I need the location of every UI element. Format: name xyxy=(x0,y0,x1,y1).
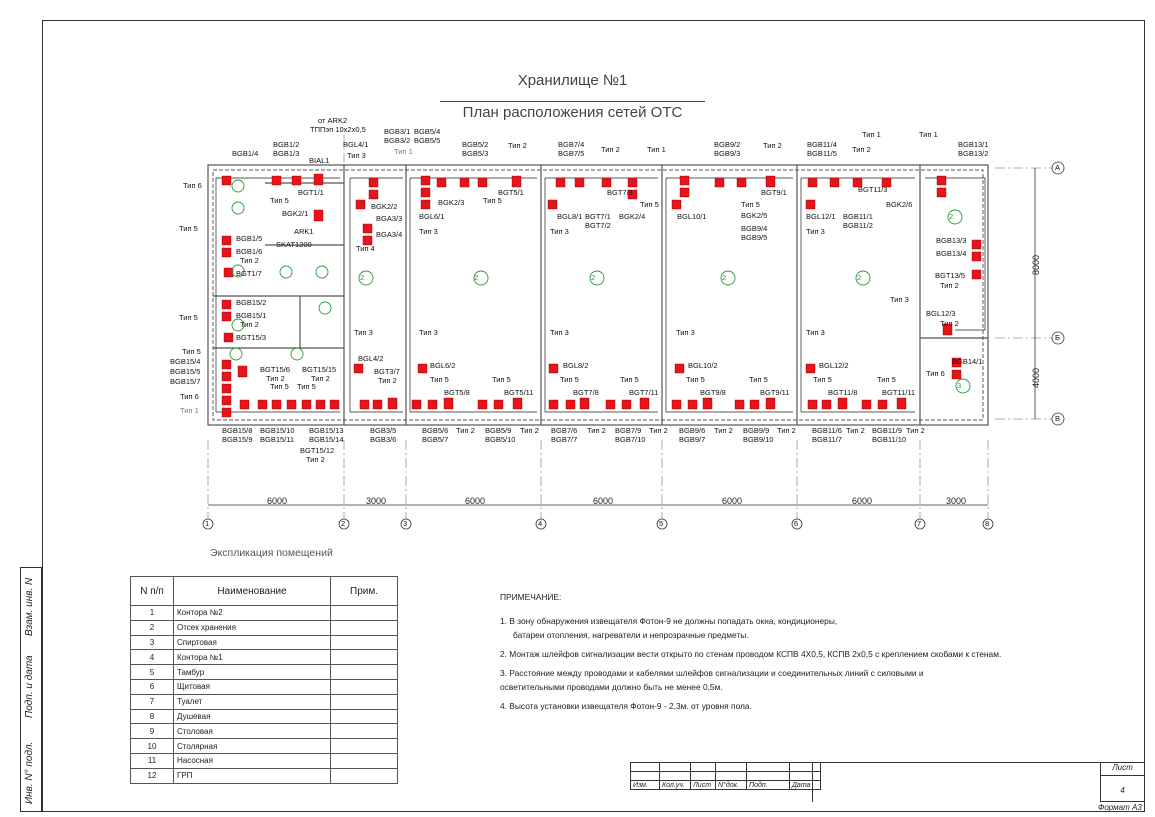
note-3a: 3. Расстояние между проводами и кабелями шлейфов сигнализации и соединительных линий с силовыми и xyxy=(500,668,924,678)
note-2: 2. Монтаж шлейфов сигнализации вести открыто по стенам проводом КСПВ 4Х0,5, КСПВ 2х0,5 с креплением скобами к стенам. xyxy=(500,649,1002,659)
device-label: BGB15/5 xyxy=(170,367,201,376)
device-label: BGB3/5 xyxy=(370,426,397,435)
stamp-col: Кол.уч. xyxy=(660,781,691,790)
type-label: Тип 5 xyxy=(560,375,579,384)
type-label: Тип 5 xyxy=(430,375,449,384)
axis-number: 2 xyxy=(341,519,346,528)
device-label: BGB9/3 xyxy=(714,149,741,158)
axis-number: 7 xyxy=(917,519,922,528)
type-label: Тип 6 xyxy=(180,392,199,401)
stamp-col: Подп. xyxy=(747,781,790,790)
table-row: 9 Столовая xyxy=(131,724,398,739)
device-label: BGB1/5 xyxy=(236,234,263,243)
device-label: ARK1 xyxy=(294,227,314,236)
device-label: BGL6/1 xyxy=(419,212,445,221)
type-label: Тип 2 xyxy=(763,141,782,150)
type-label: Тип 3 xyxy=(550,227,569,236)
device-label: BGT1/7 xyxy=(236,269,262,278)
device-label: BGB13/3 xyxy=(936,236,967,245)
type-label: Тип 2 xyxy=(266,374,285,383)
device-label: BIAL1 xyxy=(309,156,330,165)
device-label: BGB5/6 xyxy=(422,426,449,435)
table-row: 5 Тамбур xyxy=(131,665,398,680)
sheet-number: 4 xyxy=(1120,786,1125,795)
device-label: BGT9/1 xyxy=(761,188,787,197)
format-label: Формат А3 xyxy=(1098,803,1142,812)
dimension-label: 3000 xyxy=(366,496,387,506)
device-label: BGB5/2 xyxy=(462,140,489,149)
device-label: BGT11/11 xyxy=(882,388,916,397)
device-label: BGB11/9 xyxy=(872,426,902,435)
side-label-replace: Взам. инв. N xyxy=(24,577,35,636)
type-label: Тип 3 xyxy=(806,328,825,337)
device-label: BGT9/8 xyxy=(700,388,726,397)
axis-number: 6 xyxy=(794,519,799,528)
type-label: Тип 5 xyxy=(492,375,511,384)
type-label: Тип 3 xyxy=(550,328,569,337)
type-label: Тип 2 xyxy=(714,426,733,435)
type-label: Тип 2 xyxy=(777,426,796,435)
axis-number: 8 xyxy=(985,519,990,528)
device-label: BGB11/1 xyxy=(843,212,873,221)
type-label: Тип 2 xyxy=(520,426,539,435)
cable-note-1: от ARK2 xyxy=(318,116,348,125)
cable-note-2: ТППэп 10х2х0,5 xyxy=(310,125,366,134)
device-label: BGB9/4 xyxy=(741,224,768,233)
device-label: BGB1/6 xyxy=(236,247,263,256)
type-label: Тип 2 xyxy=(456,426,475,435)
device-label: BGB15/8 xyxy=(222,426,253,435)
axis-number: 3 xyxy=(403,519,408,528)
type-label: Тип 2 xyxy=(378,376,397,385)
device-label: BGB7/7 xyxy=(551,435,578,444)
title-block xyxy=(630,762,821,790)
table-row: 4 Контора №1 xyxy=(131,650,398,665)
table-row: 3 Спиртовая xyxy=(131,635,398,650)
device-label: BGT15/6 xyxy=(260,365,291,374)
device-label: BGB5/9 xyxy=(485,426,512,435)
device-label: BGB15/1 xyxy=(236,311,267,320)
device-label: BGB1/2 xyxy=(273,140,300,149)
type-label: Тип 3 xyxy=(806,227,825,236)
device-label: BGB7/4 xyxy=(558,140,585,149)
device-label: BGL6/2 xyxy=(430,361,456,370)
type-label: Тип 5 xyxy=(483,196,502,205)
device-label: BGT7/3 xyxy=(607,188,633,197)
type-label: Тип 1 xyxy=(394,147,413,156)
room-number: 2 xyxy=(857,273,862,282)
type-label: Тип 2 xyxy=(587,426,606,435)
device-label: BGT5/1 xyxy=(498,188,524,197)
device-label: BGB15/14 xyxy=(309,435,344,444)
dimension-label: 4000 xyxy=(1031,367,1042,389)
device-label: BGB11/4 xyxy=(807,140,837,149)
type-label: Тип 5 xyxy=(270,382,289,391)
type-label: Тип 5 xyxy=(182,347,201,356)
type-label: Тип 3 xyxy=(354,328,373,337)
note-1a: 1. В зону обнаружения извещателя Фотон-9 не должны попадать окна, кондиционеры, xyxy=(500,616,838,626)
note-3b: осветительными проводами должно быть не менее 0,5м. xyxy=(500,682,723,692)
type-label: Тип 1 xyxy=(919,130,938,139)
stamp-col: Дата xyxy=(790,781,821,790)
type-label: Тип 5 xyxy=(179,313,198,322)
device-label: BGB9/6 xyxy=(679,426,706,435)
device-label: SKAT1200 xyxy=(276,240,312,249)
device-label: BGB9/10 xyxy=(743,435,774,444)
notes xyxy=(500,590,1120,713)
type-label: Тип 5 xyxy=(620,375,639,384)
device-label: BGL12/1 xyxy=(806,212,836,221)
device-label: BGK2/4 xyxy=(619,212,646,221)
axis-number: 5 xyxy=(659,519,664,528)
device-label: BGB14/1 xyxy=(952,357,983,366)
device-label: BGB9/5 xyxy=(741,233,768,242)
type-label: Тип 1 xyxy=(862,130,881,139)
sheet-box xyxy=(1100,762,1145,802)
drawing-subtitle: План расположения сетей ОТС xyxy=(440,101,705,121)
dimension-label: 6000 xyxy=(852,496,873,506)
device-label: BGK2/6 xyxy=(886,200,913,209)
type-label: Тип 3 xyxy=(347,151,366,160)
device-label: BGB3/1 xyxy=(384,127,411,136)
table-row: 2 Отсек хранения xyxy=(131,620,398,635)
device-label: BGT5/8 xyxy=(444,388,470,397)
device-label: BGL8/1 xyxy=(557,212,583,221)
device-label: BGB15/2 xyxy=(236,298,267,307)
device-label: BGT15/15 xyxy=(302,365,337,374)
type-label: Тип 2 xyxy=(306,455,325,464)
type-label: Тип 5 xyxy=(749,375,768,384)
device-label: BGT7/11 xyxy=(629,388,659,397)
device-label: BGB15/7 xyxy=(170,377,201,386)
device-label: BGB13/2 xyxy=(958,149,989,158)
table-row: 11 Насосная xyxy=(131,753,398,768)
device-label: BGT1/1 xyxy=(298,188,324,197)
device-label: BGK2/2 xyxy=(371,202,398,211)
device-label: BGB13/1 xyxy=(958,140,989,149)
side-label-inventory: Инв. N° подл. xyxy=(24,741,35,804)
device-label: BGB11/7 xyxy=(812,435,842,444)
device-label: BGB9/7 xyxy=(679,435,706,444)
device-label: BGB3/6 xyxy=(370,435,397,444)
type-label: Тип 1 xyxy=(647,145,666,154)
device-label: BGB5/3 xyxy=(462,149,489,158)
type-label: Тип 2 xyxy=(240,320,259,329)
device-label: BGL4/1 xyxy=(343,140,369,149)
device-label: BGK2/1 xyxy=(282,209,309,218)
device-label: BGK2/3 xyxy=(438,198,465,207)
axis-letter: В xyxy=(1055,414,1061,423)
device-label: BGT11/8 xyxy=(828,388,858,397)
dimension-label: 8000 xyxy=(1031,254,1042,276)
room-number: 2 xyxy=(949,212,954,221)
type-label: Тип 2 xyxy=(852,145,871,154)
device-label: BGA3/4 xyxy=(376,230,403,239)
type-label: Тип 2 xyxy=(508,141,527,150)
type-label: Тип 5 xyxy=(179,224,198,233)
device-label: BGT3/7 xyxy=(374,367,400,376)
device-label: BGB9/9 xyxy=(743,426,770,435)
device-label: BGL4/2 xyxy=(358,354,384,363)
type-label: Тип 2 xyxy=(940,319,959,328)
dimension-label: 6000 xyxy=(593,496,614,506)
table-row: 10 Столярная xyxy=(131,739,398,754)
dimension-label: 6000 xyxy=(267,496,288,506)
table-row: 7 Туалет xyxy=(131,694,398,709)
table-row: 6 Щитовая xyxy=(131,679,398,694)
dimension-label: 6000 xyxy=(722,496,743,506)
dimension-label: 3000 xyxy=(946,496,967,506)
type-label: Тип 2 xyxy=(311,374,330,383)
type-label: Тип 2 xyxy=(240,256,259,265)
dimension-label: 6000 xyxy=(465,496,486,506)
device-label: BGB15/11 xyxy=(260,435,295,444)
table-row: 12 ГРП xyxy=(131,768,398,783)
note-1b: батареи отопления, нагреватели и непрозрачные предметы. xyxy=(513,630,749,640)
device-label: BGT9/11 xyxy=(760,388,790,397)
device-label: BGB11/6 xyxy=(812,426,842,435)
type-label: Тип 5 xyxy=(741,200,760,209)
table-row: 1 Контора №2 xyxy=(131,606,398,621)
device-label: BGB11/5 xyxy=(807,149,837,158)
device-label: BGB7/5 xyxy=(558,149,585,158)
device-label: BGT15/12 xyxy=(300,446,335,455)
explication-table xyxy=(130,576,398,784)
note-4: 4. Высота установки извещателя Фотон-9 - 2,3м. от уровня пола. xyxy=(500,701,752,711)
notes-heading: ПРИМЕЧАНИЕ: xyxy=(500,592,562,602)
device-label: BGB7/10 xyxy=(615,435,646,444)
device-label: BGB7/6 xyxy=(551,426,578,435)
device-label: BGB15/10 xyxy=(260,426,295,435)
device-label: BGB3/2 xyxy=(384,136,411,145)
device-label: BGL8/2 xyxy=(563,361,589,370)
side-label-sign: Подп. и дата xyxy=(24,655,35,718)
device-label: BGT7/1 xyxy=(585,212,611,221)
room-number: 2 xyxy=(722,273,727,282)
device-label: BGT7/2 xyxy=(585,221,611,230)
axis-number: 4 xyxy=(538,519,543,528)
type-label: Тип 5 xyxy=(686,375,705,384)
type-label: Тип 2 xyxy=(906,426,925,435)
table-header: N п/п xyxy=(131,577,174,606)
type-label: Тип 4 xyxy=(356,244,375,253)
table-row: 8 Душевая xyxy=(131,709,398,724)
type-label: Тип 5 xyxy=(813,375,832,384)
axis-letter: А xyxy=(1055,163,1061,172)
axis-letter: Б xyxy=(1055,333,1060,342)
type-label: Тип 6 xyxy=(183,181,202,190)
type-label: Тип 2 xyxy=(940,281,959,290)
device-label: BGL10/2 xyxy=(688,361,718,370)
room-number: 2 xyxy=(360,273,365,282)
explication-title: Экспликация помещений xyxy=(210,547,333,559)
device-label: BGB9/2 xyxy=(714,140,741,149)
type-label: Тип 5 xyxy=(270,196,289,205)
type-label: Тип 2 xyxy=(846,426,865,435)
type-label: Тип 5 xyxy=(877,375,896,384)
title-block-main xyxy=(812,762,1100,802)
device-label: BGB15/13 xyxy=(309,426,344,435)
device-label: BGL10/1 xyxy=(677,212,707,221)
device-label: BGT15/3 xyxy=(236,333,267,342)
type-label: Тип 6 xyxy=(926,369,945,378)
axis-number: 1 xyxy=(205,519,210,528)
table-header: Наименование xyxy=(174,577,331,606)
type-label: Тип 3 xyxy=(419,328,438,337)
stamp-col: N°док. xyxy=(716,781,747,790)
device-label: BGB11/10 xyxy=(872,435,907,444)
device-label: BGB1/4 xyxy=(232,149,259,158)
building-outline xyxy=(208,165,988,425)
device-label: BGT13/5 xyxy=(935,271,966,280)
device-label: BGB15/9 xyxy=(222,435,253,444)
device-label: BGB15/4 xyxy=(170,357,201,366)
type-label: Тип 3 xyxy=(890,295,909,304)
type-label: Тип 1 xyxy=(180,406,199,415)
device-label: BGB5/10 xyxy=(485,435,516,444)
type-label: Тип 2 xyxy=(601,145,620,154)
device-label: BGK2/5 xyxy=(741,211,768,220)
device-label: BGB11/2 xyxy=(843,221,873,230)
device-label: BGB5/5 xyxy=(414,136,441,145)
device-label: BGB5/4 xyxy=(414,127,441,136)
room-number: 3 xyxy=(957,381,962,390)
type-label: Тип 5 xyxy=(640,200,659,209)
device-label: BGL12/3 xyxy=(926,309,956,318)
table-header: Прим. xyxy=(331,577,398,606)
room-number: 2 xyxy=(474,273,479,282)
device-label: BGB13/4 xyxy=(936,249,967,258)
type-label: Тип 5 xyxy=(297,382,316,391)
type-label: Тип 3 xyxy=(419,227,438,236)
device-label: BGA3/3 xyxy=(376,214,403,223)
device-label: BGT5/11 xyxy=(504,388,534,397)
stamp-col: Лист xyxy=(691,781,716,790)
device-label: BGB1/3 xyxy=(273,149,300,158)
stamp-col: Изм. xyxy=(631,781,660,790)
device-label: BGT7/8 xyxy=(573,388,599,397)
device-label: BGL12/2 xyxy=(819,361,849,370)
type-label: Тип 3 xyxy=(676,328,695,337)
room-number: 2 xyxy=(591,273,596,282)
device-label: BGB5/7 xyxy=(422,435,449,444)
drawing-title: Хранилище №1 xyxy=(517,72,628,89)
sheet-label: Лист xyxy=(1101,763,1144,776)
device-label: BGB7/9 xyxy=(615,426,642,435)
type-label: Тип 2 xyxy=(649,426,668,435)
device-label: BGT11/3 xyxy=(858,185,888,194)
